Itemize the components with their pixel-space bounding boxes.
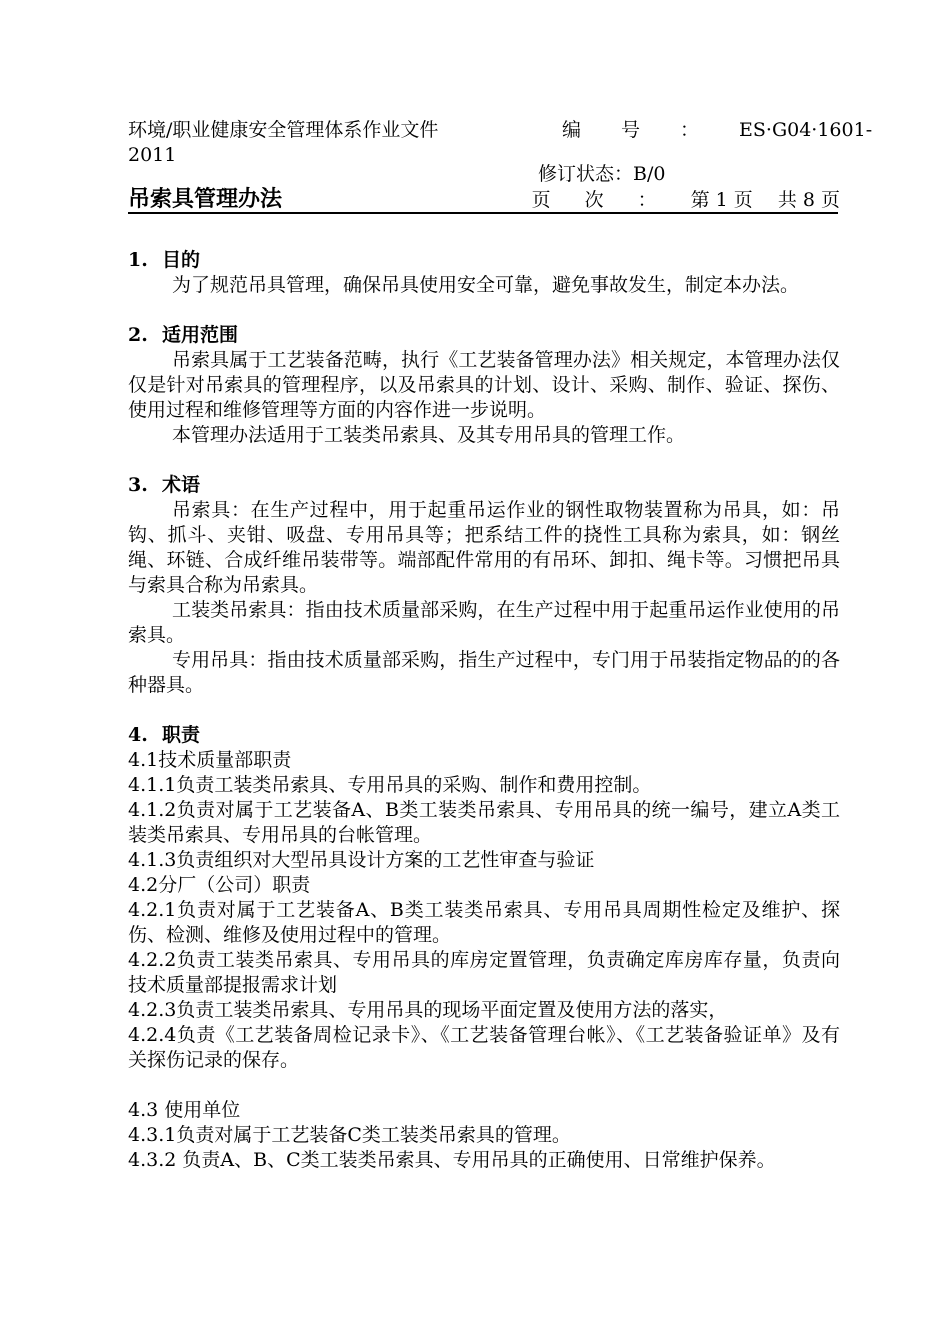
- paragraph: 为了规范吊具管理，确保吊具使用安全可靠，避免事故发生，制定本办法。: [172, 274, 800, 296]
- page-label: 页次：: [531, 189, 691, 211]
- clause-line: 4.2.2负责工装类吊索具、专用吊具的库房定置管理，负责确定库房库存量，负责向技术质量部提报需求计划: [128, 949, 840, 996]
- clause-line: 4.2.3负责工装类吊索具、专用吊具的现场平面定置及使用方法的落实，: [128, 999, 728, 1021]
- system-title: 环境/职业健康安全管理体系作业文件: [128, 119, 439, 141]
- clause-line: 4.1.2负责对属于工艺装备A、B类工装类吊索具、专用吊具的统一编号，建立A类工装类吊索具、专用吊具的台帐管理。: [128, 799, 840, 846]
- code-value: ES·G04·1601-: [739, 119, 873, 141]
- clause-line: 4.1技术质量部职责: [128, 749, 292, 771]
- section-number: 4.: [128, 724, 148, 746]
- clause-line: 4.3 使用单位: [128, 1099, 241, 1121]
- clause-line: 4.1.3负责组织对大型吊具设计方案的工艺性审查与验证: [128, 849, 595, 871]
- clause-line: 4.3.2 负责A、B、C类工装类吊索具、专用吊具的正确使用、日常维护保养。: [128, 1149, 776, 1171]
- page-numbers: 第 1 页 共 8 页: [690, 189, 840, 211]
- document-title: 吊索具管理办法: [128, 186, 283, 212]
- paragraph: 工装类吊索具：指由技术质量部采购，在生产过程中用于起重吊运作业使用的吊索具。: [128, 599, 840, 646]
- paragraph: 吊索具属于工艺装备范畴，执行《工艺装备管理办法》相关规定，本管理办法仅仅是针对吊索具的管理程序，以及吊索具的计划、设计、采购、制作、验证、探伤、使用过程和维修管理等方面的内容作进一步说明。: [128, 349, 840, 421]
- section-purpose: [128, 248, 840, 298]
- code-value-continued: 2011: [128, 144, 177, 166]
- section-heading: [128, 723, 840, 748]
- section-title: 目的: [162, 249, 201, 271]
- section-number: 1.: [128, 249, 148, 271]
- clause-line: 4.2.1负责对属于工艺装备A、B类工装类吊索具、专用吊具周期性检定及维护、探伤、检测、维修及使用过程中的管理。: [128, 899, 840, 946]
- clause-line: 4.1.1负责工装类吊索具、专用吊具的采购、制作和费用控制。: [128, 774, 652, 796]
- revision-status: 修订状态：B/0: [538, 163, 666, 185]
- section-responsibilities: [128, 723, 840, 1173]
- section-heading: [128, 248, 840, 273]
- section-number: 2.: [128, 324, 148, 346]
- header-divider: [128, 212, 838, 214]
- document-body: [128, 248, 840, 1198]
- page-info: [532, 188, 840, 212]
- document-page: [128, 112, 873, 1171]
- code-label: 编号：: [562, 119, 740, 141]
- section-heading: [128, 473, 840, 498]
- clause-line: 4.2分厂（公司）职责: [128, 874, 311, 896]
- section-title: 术语: [162, 474, 201, 496]
- section-heading: [128, 323, 840, 348]
- section-title: 职责: [162, 724, 201, 746]
- spacer: [128, 1073, 840, 1098]
- section-scope: [128, 323, 840, 448]
- section-title: 适用范围: [162, 324, 239, 346]
- document-header: [128, 112, 873, 214]
- paragraph: 吊索具：在生产过程中，用于起重吊运作业的钢性取物装置称为吊具，如：吊钩、抓斗、夹钳、吸盘、专用吊具等；把系结工件的挠性工具称为索具，如：钢丝绳、环链、合成纤维吊装带等。端部配件常用的有吊环、卸扣、绳卡等。习惯把吊具与索具合称为吊索具。: [128, 499, 840, 596]
- clause-line: 4.2.4负责《工艺装备周检记录卡》、《工艺装备管理台帐》、《工艺装备验证单》及有关探伤记录的保存。: [128, 1024, 840, 1071]
- clause-line: 4.3.1负责对属于工艺装备C类工装类吊索具的管理。: [128, 1124, 571, 1146]
- section-terms: [128, 473, 840, 698]
- header-line-1: [128, 118, 873, 168]
- paragraph: 本管理办法适用于工装类吊索具、及其专用吊具的管理工作。: [172, 424, 686, 446]
- section-number: 3.: [128, 474, 148, 496]
- document-code: [562, 118, 872, 143]
- paragraph: 专用吊具：指由技术质量部采购，指生产过程中，专门用于吊装指定物品的的各种器具。: [128, 649, 840, 696]
